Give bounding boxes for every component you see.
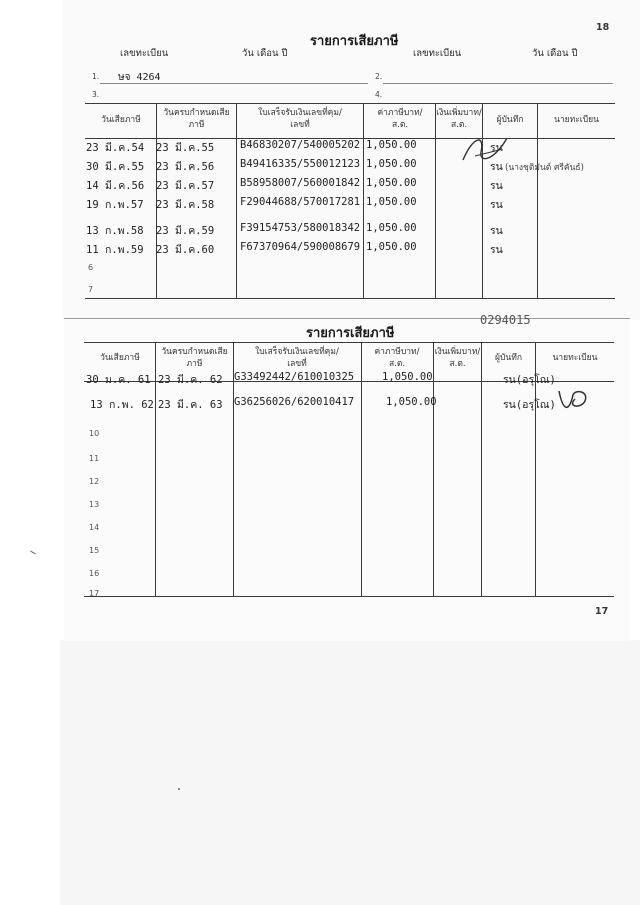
reg-entry-1-value: ษจ 4264 xyxy=(118,72,161,83)
row-number: 7 xyxy=(88,285,94,294)
row-number: 14 xyxy=(89,523,100,532)
date-label-left: วัน เดือน ปี xyxy=(242,48,288,59)
col-header-recorder: ผู้บันทึก xyxy=(496,115,524,125)
row-number: 12 xyxy=(89,477,100,486)
col-header-registrar: นายทะเบียน xyxy=(554,115,599,125)
col-header-registrar: นายทะเบียน xyxy=(552,353,598,363)
col-header-fine: เงินเพิ่มบาท/ส.ต. xyxy=(434,347,481,369)
col-header-due-date: วันครบกำหนดเสียภาษี xyxy=(163,108,230,130)
page-number: 17 xyxy=(595,606,609,617)
row-number: 17 xyxy=(89,589,100,598)
reg-entry-4-number: 4. xyxy=(375,90,383,99)
col-header-tax: ค่าภาษีบาท/ส.ต. xyxy=(377,108,423,130)
col-header-paid-date: วันเสียภาษี xyxy=(101,115,141,125)
col-header-tax: ค่าภาษีบาท/ส.ต. xyxy=(374,347,420,369)
row-number: 15 xyxy=(89,546,100,555)
reg-entry-2-number: 2. xyxy=(375,72,383,81)
col-header-due-date: วันครบกำหนดเสียภาษี xyxy=(161,347,228,369)
row-number: 13 xyxy=(89,500,100,509)
scan-speck xyxy=(178,788,180,790)
reg-entry-1-number: 1. xyxy=(92,72,100,81)
reg-entry-3-number: 3. xyxy=(92,90,100,99)
signature-mark xyxy=(555,385,595,415)
registrar-name: (นางชุติมันต์ ศรีคันธ์) xyxy=(505,163,584,173)
row-number: 16 xyxy=(89,569,100,578)
page-number: 18 xyxy=(596,22,610,33)
col-header-receipt: ใบเสร็จรับเงินเลขที่คุม/เลขที่ xyxy=(255,347,339,369)
lower-page-shadow xyxy=(60,640,640,905)
reg-underline-1 xyxy=(100,83,368,84)
serial-number: 0294015 xyxy=(480,313,531,327)
page-title: รายการเสียภาษี xyxy=(310,34,399,49)
col-header-fine: เงินเพิ่มบาท/ส.ต. xyxy=(436,108,482,130)
scan-speck xyxy=(30,551,36,555)
row-number: 10 xyxy=(89,429,100,438)
reg-underline-2 xyxy=(383,83,613,84)
tax-record-page-17 xyxy=(64,318,630,641)
col-header-paid-date: วันเสียภาษี xyxy=(100,353,140,363)
reg-label-right: เลขทะเบียน xyxy=(413,48,462,59)
row-number: 11 xyxy=(89,454,100,463)
page-title: รายการเสียภาษี xyxy=(306,326,395,341)
reg-label-left: เลขทะเบียน xyxy=(120,48,169,59)
col-header-recorder: ผู้บันทึก xyxy=(495,353,522,363)
col-header-receipt: ใบเสร็จรับเงินเลขที่คุม/เลขที่ xyxy=(258,108,342,130)
signature-mark xyxy=(455,130,515,170)
row-number: 6 xyxy=(88,263,94,272)
date-label-right: วัน เดือน ปี xyxy=(532,48,578,59)
